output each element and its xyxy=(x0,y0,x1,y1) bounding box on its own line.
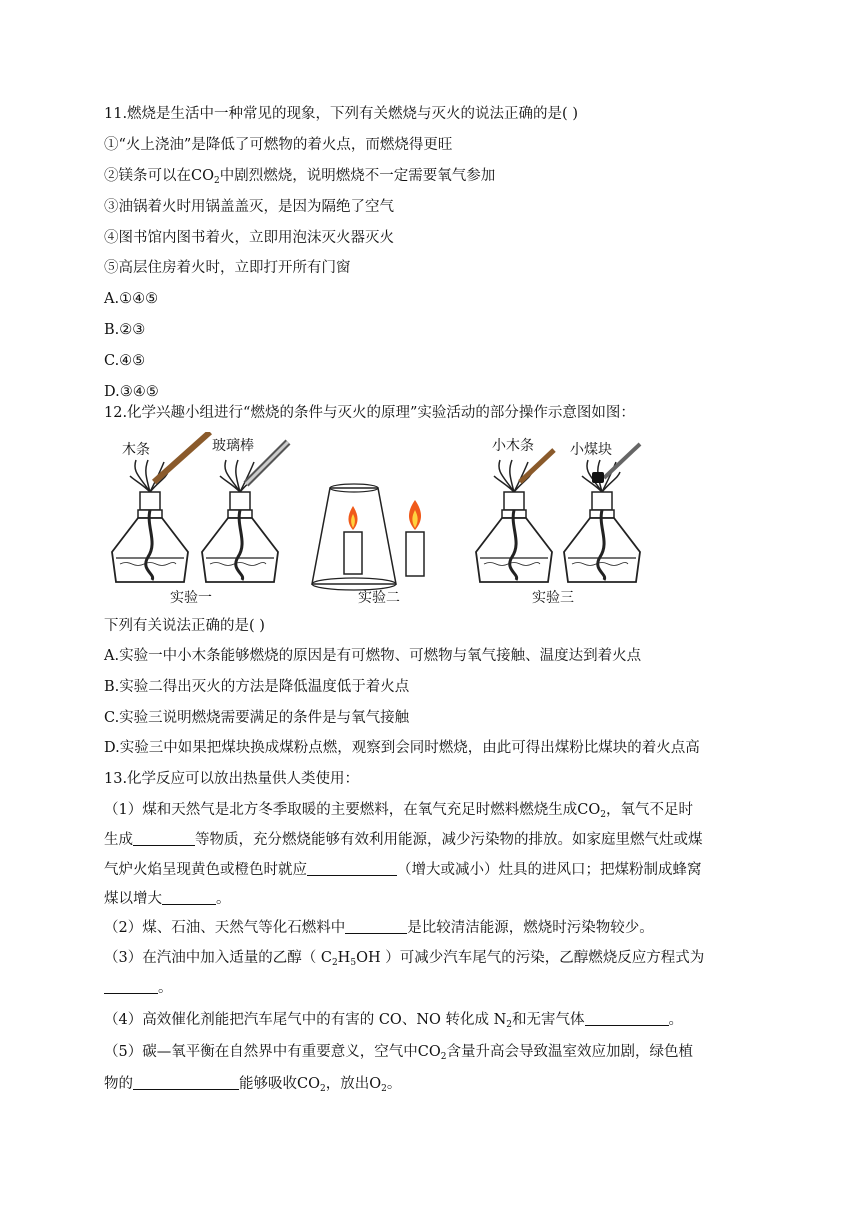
q13-part1-line3: 气炉火焰呈现黄色或橙色时就应 （增大或减小）灶具的进风口；把煤粉制成蜂窝 xyxy=(104,862,702,878)
lamp-with-coal xyxy=(564,444,640,582)
label-coal-piece: 小煤块 xyxy=(570,442,612,458)
label-small-stick: 小木条 xyxy=(492,438,534,454)
lamp-with-small-stick xyxy=(476,450,554,582)
answer-blank-6[interactable] xyxy=(585,1011,669,1026)
answer-blank-2[interactable] xyxy=(307,861,397,876)
experiment-diagram xyxy=(100,432,660,612)
free-candle xyxy=(406,500,424,576)
q13-stem: 13.化学反应可以放出热量供人类使用： xyxy=(104,771,360,787)
q12-option-a: A.实验一中小木条能够燃烧的原因是有可燃物、可燃物与氧气接触、温度达到着火点 xyxy=(104,648,642,664)
lamp-with-glass-rod xyxy=(202,442,288,582)
q12-option-c: C.实验三说明燃烧需要满足的条件是与氧气接触 xyxy=(104,710,410,726)
label-experiment-1: 实验一 xyxy=(170,590,212,606)
answer-blank-4[interactable] xyxy=(345,919,407,934)
experiment-figure xyxy=(100,432,660,612)
label-experiment-2: 实验二 xyxy=(358,590,400,606)
candle-under-beaker xyxy=(312,484,396,590)
q12-option-b: B.实验二得出灭火的方法是降低温度低于着火点 xyxy=(104,679,410,695)
q11-stem: 11.燃烧是生活中一种常见的现象，下列有关燃烧与灭火的说法正确的是( ) xyxy=(104,106,578,122)
q13-part1-line4: 煤以增大 。 xyxy=(104,891,231,907)
answer-blank-1[interactable] xyxy=(133,831,195,846)
q11-option-a: A.①④⑤ xyxy=(104,291,159,307)
q11-option-b: B.②③ xyxy=(104,322,146,338)
q11-statement-4: ④图书馆内图书着火，立即用泡沫灭火器灭火 xyxy=(104,230,394,246)
q11-statement-1: ①“火上浇油”是降低了可燃物的着火点，而燃烧得更旺 xyxy=(104,137,453,153)
q11-option-d: D.③④⑤ xyxy=(104,384,159,400)
q12-option-d: D.实验三中如果把煤块换成煤粉点燃，观察到会同时燃烧，由此可得出煤粉比煤块的着火点高 xyxy=(104,740,700,756)
label-glass-rod: 玻璃棒 xyxy=(212,438,254,454)
q11-statement-2: ②镁条可以在$CO_2$中剧烈燃烧，说明燃烧不一定需要氧气参加 xyxy=(104,168,496,186)
q11-statement-5: ⑤高层住房着火时，立即打开所有门窗 xyxy=(104,260,351,276)
answer-blank-7[interactable] xyxy=(133,1075,239,1090)
answer-blank-3[interactable] xyxy=(162,890,216,905)
q13-part3-line1: （3）在汽油中加入适量的乙醇（ $C_2H_5OH$ ）可减少汽车尾气的污染，乙醇燃烧反应方程式为 xyxy=(104,950,705,968)
q12-sub-stem: 下列有关说法正确的是( ) xyxy=(104,618,265,634)
q13-part2: （2）煤、石油、天然气等化石燃料中 是比较清洁能源，燃烧时污染物较少。 xyxy=(104,920,654,936)
q12-stem: 12.化学兴趣小组进行“燃烧的条件与灭火的原理”实验活动的部分操作示意图如图： xyxy=(104,405,635,421)
q13-part4: （4）高效催化剂能把汽车尾气中的有害的 CO、NO 转化成 $N_2$和无害气体 。 xyxy=(104,1012,684,1030)
q13-part1-line2: 生成 等物质，充分燃烧能够有效利用能源，减少污染物的排放。如家庭里燃气灶或煤 xyxy=(104,832,703,848)
q13-part1-line1: （1）煤和天然气是北方冬季取暖的主要燃料，在氧气充足时燃料燃烧生成$CO_2$，氧气不足时 xyxy=(104,802,693,820)
q13-part5-line1: （5）碳—氧平衡在自然界中有重要意义，空气中$CO_2$含量升高会导致温室效应加剧，绿色植 xyxy=(104,1044,693,1062)
q11-statement-3: ③油锅着火时用锅盖盖灭，是因为隔绝了空气 xyxy=(104,199,394,215)
label-experiment-3: 实验三 xyxy=(532,590,574,606)
q13-part3-line2: 。 xyxy=(104,978,173,998)
answer-blank-5[interactable] xyxy=(104,979,158,994)
label-wood-stick: 木条 xyxy=(122,442,150,458)
q11-option-c: C.④⑤ xyxy=(104,353,146,369)
q13-part5-line2: 物的 能够吸收$CO_2$，放出$O_2$。 xyxy=(104,1076,402,1094)
